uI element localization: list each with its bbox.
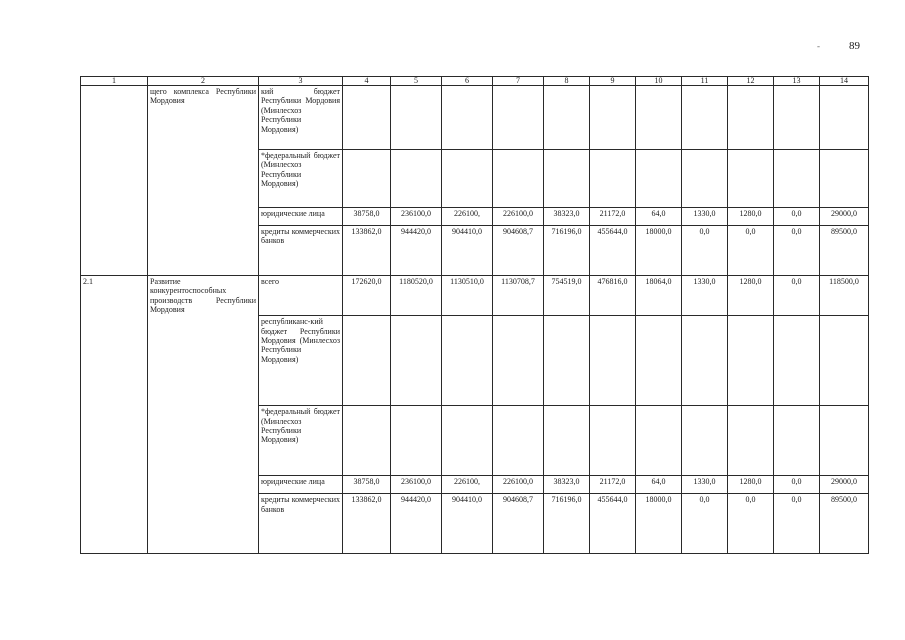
measure-name-cell <box>148 208 259 226</box>
value-cell <box>391 316 442 406</box>
measure-name-cell <box>148 494 259 554</box>
value-cell: 476816,0 <box>590 276 636 316</box>
column-header: 4 <box>343 77 391 86</box>
value-cell: 172620,0 <box>343 276 391 316</box>
funding-source-cell: кредиты коммерческих банков <box>259 226 343 276</box>
value-cell: 1330,0 <box>682 276 728 316</box>
value-cell: 1330,0 <box>682 208 728 226</box>
value-cell <box>590 406 636 476</box>
value-cell: 29000,0 <box>820 208 869 226</box>
value-cell: 0,0 <box>728 226 774 276</box>
value-cell <box>493 150 544 208</box>
measure-name-cell <box>148 316 259 406</box>
funding-source-cell: всего <box>259 276 343 316</box>
measure-name-cell <box>148 150 259 208</box>
table-row <box>81 316 869 406</box>
value-cell: 38323,0 <box>544 476 590 494</box>
value-cell <box>636 150 682 208</box>
value-cell: 904608,7 <box>493 494 544 554</box>
column-header: 3 <box>259 77 343 86</box>
value-cell: 1180520,0 <box>391 276 442 316</box>
value-cell: 38323,0 <box>544 208 590 226</box>
value-cell <box>728 150 774 208</box>
funding-source-cell: юридические лица <box>259 208 343 226</box>
item-number-cell <box>81 150 148 208</box>
value-cell: 754519,0 <box>544 276 590 316</box>
value-cell: 64,0 <box>636 208 682 226</box>
value-cell: 0,0 <box>682 226 728 276</box>
value-cell: 0,0 <box>728 494 774 554</box>
value-cell <box>682 150 728 208</box>
table-row <box>81 494 869 554</box>
value-cell: 716196,0 <box>544 226 590 276</box>
item-number-cell <box>81 226 148 276</box>
table-row <box>81 86 869 150</box>
measure-name-cell: Развитие конкурентоспособных производств Республики Мордовия <box>148 276 259 316</box>
value-cell <box>820 316 869 406</box>
value-cell: 18064,0 <box>636 276 682 316</box>
funding-source-cell: *федеральный бюджет (Минлесхоз Республики Мордовия) <box>259 150 343 208</box>
item-number-cell: 2.1 <box>81 276 148 316</box>
value-cell <box>442 406 493 476</box>
value-cell <box>544 86 590 150</box>
item-number-cell <box>81 494 148 554</box>
funding-source-cell: кий бюджет Республики Мордовия (Минлесхоз Республики Мордовия) <box>259 86 343 150</box>
funding-source-cell: республиканс-кий бюджет Республики Мордовия (Минлесхоз Республики Мордовия) <box>259 316 343 406</box>
value-cell <box>774 150 820 208</box>
value-cell <box>728 316 774 406</box>
value-cell: 455644,0 <box>590 494 636 554</box>
value-cell: 64,0 <box>636 476 682 494</box>
item-number-cell <box>81 208 148 226</box>
column-header: 9 <box>590 77 636 86</box>
value-cell: 455644,0 <box>590 226 636 276</box>
value-cell: 944420,0 <box>391 226 442 276</box>
value-cell: 18000,0 <box>636 226 682 276</box>
column-header: 6 <box>442 77 493 86</box>
value-cell <box>728 86 774 150</box>
column-header: 5 <box>391 77 442 86</box>
value-cell <box>636 316 682 406</box>
value-cell <box>820 406 869 476</box>
measure-name-cell <box>148 476 259 494</box>
value-cell: 1130708,7 <box>493 276 544 316</box>
value-cell: 904410,0 <box>442 494 493 554</box>
table-row <box>81 150 869 208</box>
value-cell <box>820 86 869 150</box>
value-cell: 716196,0 <box>544 494 590 554</box>
column-header: 12 <box>728 77 774 86</box>
column-header: 14 <box>820 77 869 86</box>
column-header: 7 <box>493 77 544 86</box>
value-cell: 944420,0 <box>391 494 442 554</box>
value-cell <box>391 150 442 208</box>
column-header: 1 <box>81 77 148 86</box>
value-cell <box>774 406 820 476</box>
value-cell: 38758,0 <box>343 208 391 226</box>
funding-source-cell: *федеральный бюджет (Минлесхоз Республики Мордовия) <box>259 406 343 476</box>
value-cell <box>343 316 391 406</box>
value-cell: 89500,0 <box>820 226 869 276</box>
value-cell <box>493 316 544 406</box>
page-mark: - <box>817 41 820 51</box>
item-number-cell <box>81 86 148 150</box>
value-cell: 133862,0 <box>343 226 391 276</box>
value-cell <box>493 86 544 150</box>
value-cell <box>544 316 590 406</box>
funding-source-cell: юридические лица <box>259 476 343 494</box>
value-cell <box>682 86 728 150</box>
item-number-cell <box>81 476 148 494</box>
value-cell: 1280,0 <box>728 208 774 226</box>
value-cell <box>343 406 391 476</box>
value-cell <box>343 86 391 150</box>
table-row <box>81 476 869 494</box>
value-cell: 226100, <box>442 208 493 226</box>
value-cell <box>728 406 774 476</box>
value-cell: 0,0 <box>774 276 820 316</box>
measure-name-cell <box>148 226 259 276</box>
value-cell <box>636 406 682 476</box>
value-cell: 236100,0 <box>391 476 442 494</box>
table-row <box>81 406 869 476</box>
value-cell: 21172,0 <box>590 476 636 494</box>
table-row <box>81 276 869 316</box>
value-cell: 236100,0 <box>391 208 442 226</box>
value-cell <box>682 406 728 476</box>
value-cell: 1280,0 <box>728 476 774 494</box>
value-cell: 118500,0 <box>820 276 869 316</box>
value-cell: 1280,0 <box>728 276 774 316</box>
value-cell <box>682 316 728 406</box>
value-cell <box>590 86 636 150</box>
table-row <box>81 208 869 226</box>
value-cell <box>820 150 869 208</box>
value-cell <box>442 316 493 406</box>
value-cell <box>442 150 493 208</box>
value-cell: 38758,0 <box>343 476 391 494</box>
value-cell: 21172,0 <box>590 208 636 226</box>
page-number: 89 <box>849 40 860 52</box>
value-cell <box>544 150 590 208</box>
value-cell: 0,0 <box>774 226 820 276</box>
funding-source-cell: кредиты коммерческих банков <box>259 494 343 554</box>
value-cell: 0,0 <box>774 476 820 494</box>
value-cell <box>774 316 820 406</box>
value-cell: 1130510,0 <box>442 276 493 316</box>
column-header: 13 <box>774 77 820 86</box>
value-cell <box>774 86 820 150</box>
value-cell: 226100, <box>442 476 493 494</box>
value-cell <box>391 406 442 476</box>
measure-name-cell: щего комплекса Республики Мордовия <box>148 86 259 150</box>
value-cell <box>493 406 544 476</box>
value-cell: 29000,0 <box>820 476 869 494</box>
header-row <box>81 77 869 86</box>
value-cell: 226100,0 <box>493 208 544 226</box>
value-cell: 904608,7 <box>493 226 544 276</box>
column-header: 11 <box>682 77 728 86</box>
value-cell: 904410,0 <box>442 226 493 276</box>
value-cell <box>636 86 682 150</box>
item-number-cell <box>81 316 148 406</box>
value-cell: 89500,0 <box>820 494 869 554</box>
value-cell <box>391 86 442 150</box>
value-cell <box>544 406 590 476</box>
table-row <box>81 226 869 276</box>
column-header: 8 <box>544 77 590 86</box>
value-cell <box>343 150 391 208</box>
value-cell: 18000,0 <box>636 494 682 554</box>
column-header: 2 <box>148 77 259 86</box>
value-cell: 133862,0 <box>343 494 391 554</box>
value-cell <box>442 86 493 150</box>
budget-table <box>80 76 869 554</box>
value-cell: 226100,0 <box>493 476 544 494</box>
value-cell: 0,0 <box>774 208 820 226</box>
value-cell <box>590 150 636 208</box>
value-cell: 0,0 <box>682 494 728 554</box>
item-number-cell <box>81 406 148 476</box>
value-cell: 1330,0 <box>682 476 728 494</box>
measure-name-cell <box>148 406 259 476</box>
value-cell <box>590 316 636 406</box>
value-cell: 0,0 <box>774 494 820 554</box>
column-header: 10 <box>636 77 682 86</box>
